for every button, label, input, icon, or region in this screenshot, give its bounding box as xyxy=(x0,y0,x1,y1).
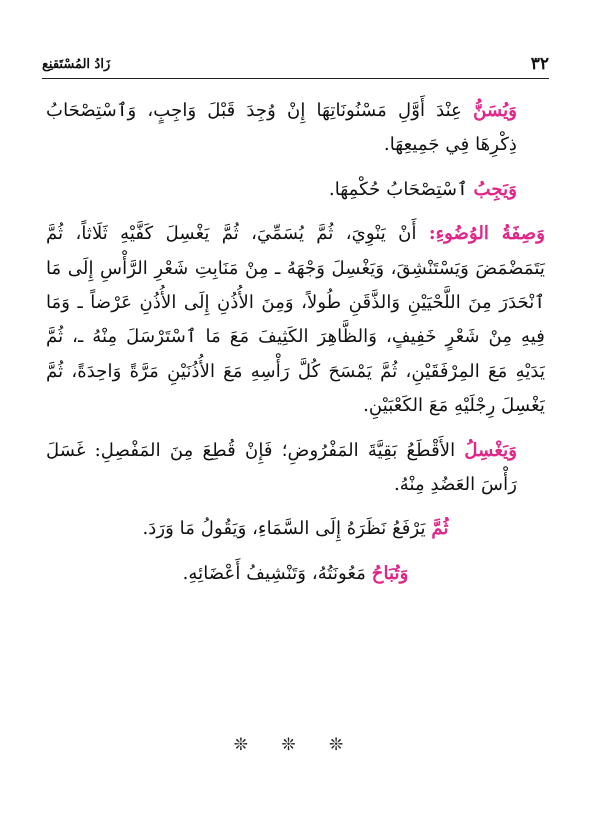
paragraph-keyword: وَصِفَةُ الوُضُوءِ: xyxy=(428,223,545,245)
paragraph-keyword: وَيَجِبُ xyxy=(473,178,517,200)
paragraph-keyword: وَتُبَاحُ xyxy=(371,562,409,584)
paragraph-keyword: وَيُسَنُّ xyxy=(473,100,517,121)
paragraph-yusann xyxy=(46,94,545,163)
section-separator: ❊ ❊ ❊ xyxy=(233,735,358,755)
paragraph-text: أَنْ يَنْوِيَ، ثُمَّ يُسَمِّيَ، ثُمَّ يَغْسِلَ كَفَّيْهِ ثَلَاثاً، ثُمَّ يَتَمَضْمَضَ وَيَسْتَنْشِقَ، وَيَغْسِلَ وَجْهَهُ ـ مِنْ مَنَابِتِ شَعْرِ الرَّأْسِ إِلَى مَا ٱنْحَدَرَ مِنَ اللَّحْيَيْنِ وَالذَّقَنِ طُولاً، وَمِنَ الأُذُنِ إِلَى الأُذُنِ عَرْضاً ـ وَمَا فِيهِ مِنْ شَعْرٍ خَفِيفٍ، وَالظَّاهِرَ الكَثِيفَ مَعَ مَا ٱسْتَرْسَلَ مِنْهُ ـ، ثُمَّ يَدَيْهِ مَعَ المِرْفَقَيْنِ، ثُمَّ يَمْسَحَ كُلَّ رَأْسِهِ مَعَ الأُذُنَيْنِ مَرَّةً وَاحِدَةً، ثُمَّ يَغْسِلَ رِجْلَيْهِ مَعَ الكَعْبَيْنِ. xyxy=(46,223,545,417)
paragraph-text: مَعُونَتُهُ، وَتَنْشِيفُ أَعْضَائِهِ. xyxy=(182,562,372,584)
text-body xyxy=(46,94,545,591)
paragraph-keyword: ثُمَّ xyxy=(431,518,449,540)
paragraph-text: الأَقْطَعُ بَقِيَّةَ المَفْرُوضِ؛ فَإِنْ قُطِعَ مِنَ المَفْصِلِ: غَسَلَ رَأْسَ العَضُدِ مِنْهُ. xyxy=(46,439,517,496)
paragraph-wudu-description xyxy=(46,217,545,423)
paragraph-thumma xyxy=(46,512,545,546)
paragraph-yaghsilu xyxy=(46,434,545,503)
paragraph-text: ٱسْتِصْحَابُ حُكْمِهَا. xyxy=(328,178,474,200)
page-number: ٣٢ xyxy=(530,54,549,74)
paragraph-yajibu xyxy=(46,173,545,207)
paragraph-text: يَرْفَعُ نَظَرَهُ إِلَى السَّمَاءِ، وَيَقُولُ مَا وَرَدَ. xyxy=(142,518,432,540)
paragraph-text: عِنْدَ أَوَّلِ مَسْنُونَاتِهَا إِنْ وُجِدَ قَبْلَ وَاجِبٍ، وَٱسْتِصْحَابُ ذِكْرِهَا فِي جَمِيعِهَا. xyxy=(46,100,517,156)
running-title: زَادُ المُسْتَقنِع xyxy=(42,57,111,72)
paragraph-keyword: وَيَغْسِلُ xyxy=(464,439,517,461)
paragraph-tubahu xyxy=(46,557,545,591)
page-header xyxy=(42,52,549,79)
